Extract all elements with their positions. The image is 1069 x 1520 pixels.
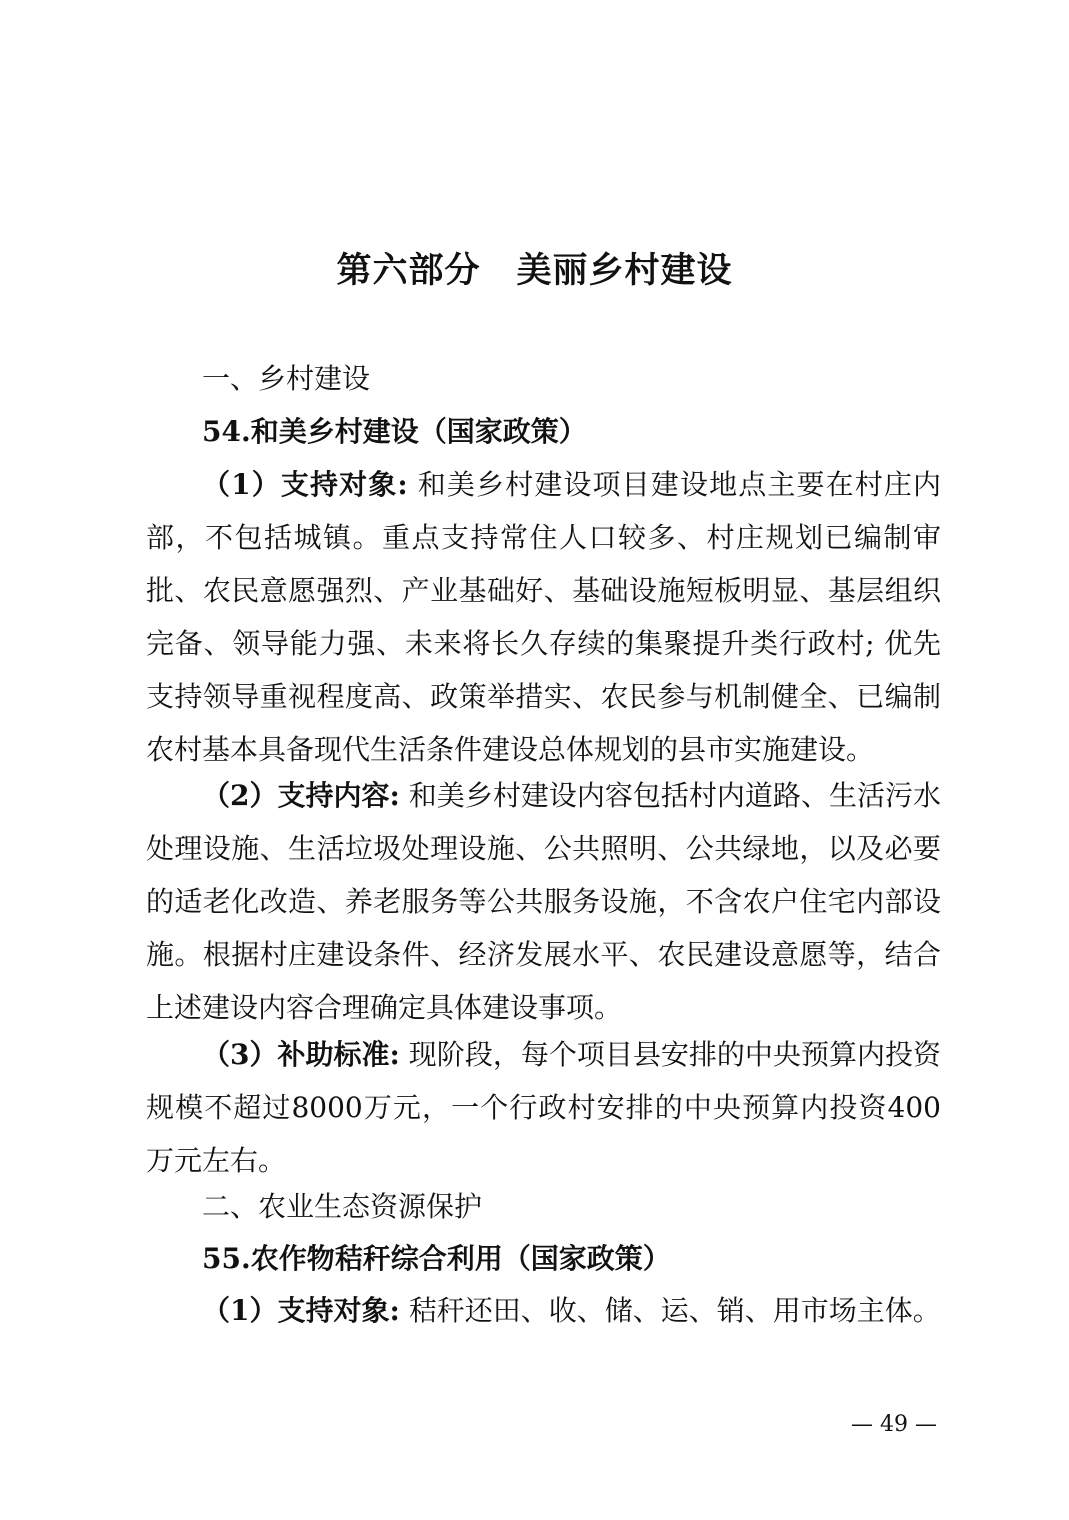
policy-54-paragraph-support-content (146, 769, 941, 1034)
policy-heading-54: 54.和美乡村建设（国家政策） (202, 415, 587, 448)
section-heading-eco-resource-protection: 二、农业生态资源保护 (202, 1190, 483, 1223)
paragraph-text: 现阶段，每个项目县安排的中央预算内投资规模不超过8000万元，一个行政村安排的中央预算内投资400万元左右。 (146, 1038, 941, 1177)
paragraph-text: 秸秆还田、收、储、运、销、用市场主体。 (399, 1294, 941, 1327)
paragraph-label: （3）补助标准: (202, 1038, 400, 1071)
section-heading-rural-construction: 一、乡村建设 (202, 362, 371, 395)
page-number: — 49 — (851, 1412, 937, 1437)
paragraph-text: 和美乡村建设内容包括村内道路、生活污水处理设施、生活垃圾处理设施、公共照明、公共绿地，以及必要的适老化改造、养老服务等公共服务设施，不含农户住宅内部设施。根据村庄建设条件、经济发展水平、农民建设意愿等，结合上述建设内容合理确定具体建设事项。 (146, 779, 941, 1024)
policy-55-paragraph-support-target (146, 1284, 941, 1337)
paragraph-text: 和美乡村建设项目建设地点主要在村庄内部，不包括城镇。重点支持常住人口较多、村庄规划已编制审批、农民意愿强烈、产业基础好、基础设施短板明显、基层组织完备、领导能力强、未来将长久存续的集聚提升类行政村; 优先支持领导重视程度高、政策举措实、农民参与机制健全、已编制农村基本具备现代生活条件建设总体规划的县市实施建设。 (146, 468, 941, 766)
paragraph-label: （1）支持对象: (202, 468, 408, 501)
policy-54-paragraph-subsidy-standard (146, 1028, 941, 1187)
policy-heading-55: 55.农作物秸秆综合利用（国家政策） (202, 1242, 671, 1275)
policy-54-paragraph-support-target (146, 458, 941, 776)
page-title: 第六部分 美丽乡村建设 (336, 250, 733, 291)
paragraph-label: （1）支持对象: (202, 1294, 400, 1327)
paragraph-label: （2）支持内容: (202, 779, 400, 812)
